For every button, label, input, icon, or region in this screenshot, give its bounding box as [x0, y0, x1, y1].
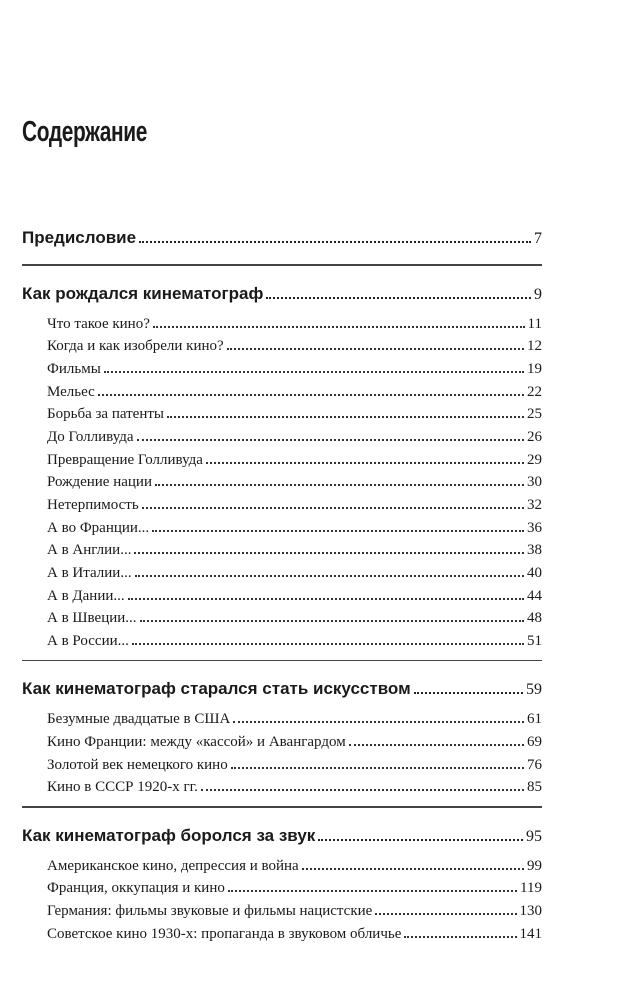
toc-item[interactable]: [22, 711, 542, 734]
toc-item[interactable]: [22, 903, 542, 926]
section-divider: [22, 264, 542, 266]
toc-page-number: 51: [527, 633, 542, 650]
dot-leader: [375, 913, 516, 915]
toc-page-number: 12: [527, 338, 542, 355]
toc-item[interactable]: [22, 734, 542, 757]
toc-page-number: 59: [526, 681, 542, 699]
toc-chapter-title: Как кинематограф боролся за звук: [22, 825, 316, 845]
toc-page-number: 69: [527, 734, 542, 750]
toc-page-number: 130: [519, 902, 542, 919]
toc-item[interactable]: [22, 858, 542, 881]
toc-page-number: 7: [534, 230, 542, 247]
toc-chapter-fight-for-sound[interactable]: [22, 826, 542, 858]
toc-item[interactable]: [22, 384, 542, 407]
toc-item-title: А в Италии...: [47, 565, 132, 582]
toc-item-title: А в Дании...: [47, 587, 125, 604]
toc-page-number: 119: [520, 880, 542, 897]
dot-leader: [404, 936, 516, 938]
toc-item-title: Франция, оккупация и кино: [47, 880, 225, 897]
dot-leader: [152, 530, 524, 532]
dot-leader: [132, 643, 524, 645]
toc-page-number: 141: [519, 925, 542, 942]
dot-leader: [139, 241, 531, 243]
toc-chapter-preface[interactable]: [22, 228, 542, 260]
toc-item[interactable]: [22, 565, 542, 588]
toc-item[interactable]: [22, 588, 542, 611]
toc-page-number: 30: [527, 474, 542, 491]
dot-leader: [142, 507, 524, 509]
toc-page-number: 32: [527, 497, 542, 513]
dot-leader: [140, 620, 524, 622]
toc-item-title: А во Франции...: [47, 519, 150, 536]
toc-page-number: 9: [534, 285, 542, 303]
toc-item-title: Превращение Голливуда: [47, 451, 203, 468]
toc-item-title: Рождение нации: [47, 474, 152, 491]
toc-page-number: 38: [527, 542, 542, 559]
toc-item[interactable]: [22, 610, 542, 633]
toc-item-title: Германия: фильмы звуковые и фильмы нацистские: [47, 902, 373, 919]
toc-item[interactable]: [22, 779, 542, 802]
toc-chapter-title: Как рождался кинематограф: [22, 283, 264, 303]
toc-item-title: А в Швеции...: [47, 610, 137, 627]
dot-leader: [137, 439, 524, 441]
toc-item[interactable]: [22, 429, 542, 452]
section-divider: [22, 660, 542, 662]
dot-leader: [206, 462, 524, 464]
toc-page-number: 11: [527, 315, 542, 332]
toc-item[interactable]: [22, 926, 542, 949]
toc-item[interactable]: [22, 497, 542, 520]
dot-leader: [349, 744, 524, 746]
toc-page-number: 61: [527, 711, 542, 728]
dot-leader: [318, 839, 523, 841]
toc-item-title: Когда и как изобрели кино?: [47, 338, 224, 355]
toc-item-title: Мельес: [47, 383, 95, 400]
toc-item[interactable]: [22, 361, 542, 384]
table-of-contents: [22, 228, 542, 948]
dot-leader: [302, 868, 524, 870]
toc-item-title: Борьба за патенты: [47, 406, 164, 423]
dot-leader: [266, 297, 531, 299]
dot-leader: [228, 890, 517, 892]
toc-item[interactable]: [22, 316, 542, 339]
toc-page-number: 22: [527, 383, 542, 400]
toc-item-title: А в России...: [47, 633, 129, 650]
dot-leader: [104, 371, 524, 373]
dot-leader: [98, 394, 524, 396]
toc-item-title: Нетерпимость: [47, 497, 139, 513]
toc-item[interactable]: [22, 338, 542, 361]
dot-leader: [155, 484, 524, 486]
toc-item-title: Кино в СССР 1920-х гг.: [47, 779, 198, 796]
toc-page-number: 19: [527, 360, 542, 377]
toc-item[interactable]: [22, 880, 542, 903]
toc-item-title: Что такое кино?: [47, 315, 150, 332]
toc-item-title: До Голливуда: [47, 428, 134, 445]
toc-item-title: Американское кино, депрессия и война: [47, 857, 299, 874]
toc-item-title: Советское кино 1930-х: пропаганда в звуковом обличье: [47, 925, 402, 942]
toc-item-title: Кино Франции: между «кассой» и Авангардом: [47, 734, 346, 750]
page-title: Содержание: [22, 116, 148, 148]
dot-leader: [201, 789, 524, 791]
toc-page-number: 95: [526, 827, 542, 845]
toc-chapter-birth-of-cinema[interactable]: [22, 284, 542, 316]
toc-page-number: 85: [527, 779, 542, 796]
toc-page-number: 29: [527, 451, 542, 468]
toc-item[interactable]: [22, 520, 542, 543]
toc-item-title: Безумные двадцатые в США: [47, 711, 231, 728]
toc-chapter-title: Как кинематограф старался стать искусством: [22, 679, 411, 699]
toc-item[interactable]: [22, 406, 542, 429]
toc-page-number: 44: [527, 587, 542, 604]
toc-item-title: А в Англии...: [47, 542, 132, 559]
toc-page-number: 99: [527, 857, 542, 874]
dot-leader: [134, 552, 524, 554]
dot-leader: [414, 692, 523, 694]
dot-leader: [231, 767, 524, 769]
toc-chapter-title: Предисловие: [22, 228, 137, 247]
toc-item[interactable]: [22, 757, 542, 780]
dot-leader: [227, 348, 524, 350]
dot-leader: [135, 575, 524, 577]
toc-item-title: Золотой век немецкого кино: [47, 756, 228, 773]
toc-page-number: 25: [527, 406, 542, 423]
toc-page-number: 48: [527, 610, 542, 627]
dot-leader: [233, 721, 524, 723]
section-divider: [22, 806, 542, 808]
toc-page-number: 26: [527, 428, 542, 445]
dot-leader: [128, 598, 524, 600]
toc-item[interactable]: [22, 542, 542, 565]
toc-item-title: Фильмы: [47, 360, 101, 377]
toc-chapter-cinema-as-art[interactable]: [22, 679, 542, 711]
toc-item[interactable]: [22, 633, 542, 656]
dot-leader: [167, 416, 524, 418]
toc-page-number: 76: [527, 756, 542, 773]
toc-page-number: 40: [527, 565, 542, 582]
toc-item[interactable]: [22, 474, 542, 497]
dot-leader: [153, 326, 525, 328]
toc-item[interactable]: [22, 452, 542, 475]
toc-page-number: 36: [527, 519, 542, 536]
